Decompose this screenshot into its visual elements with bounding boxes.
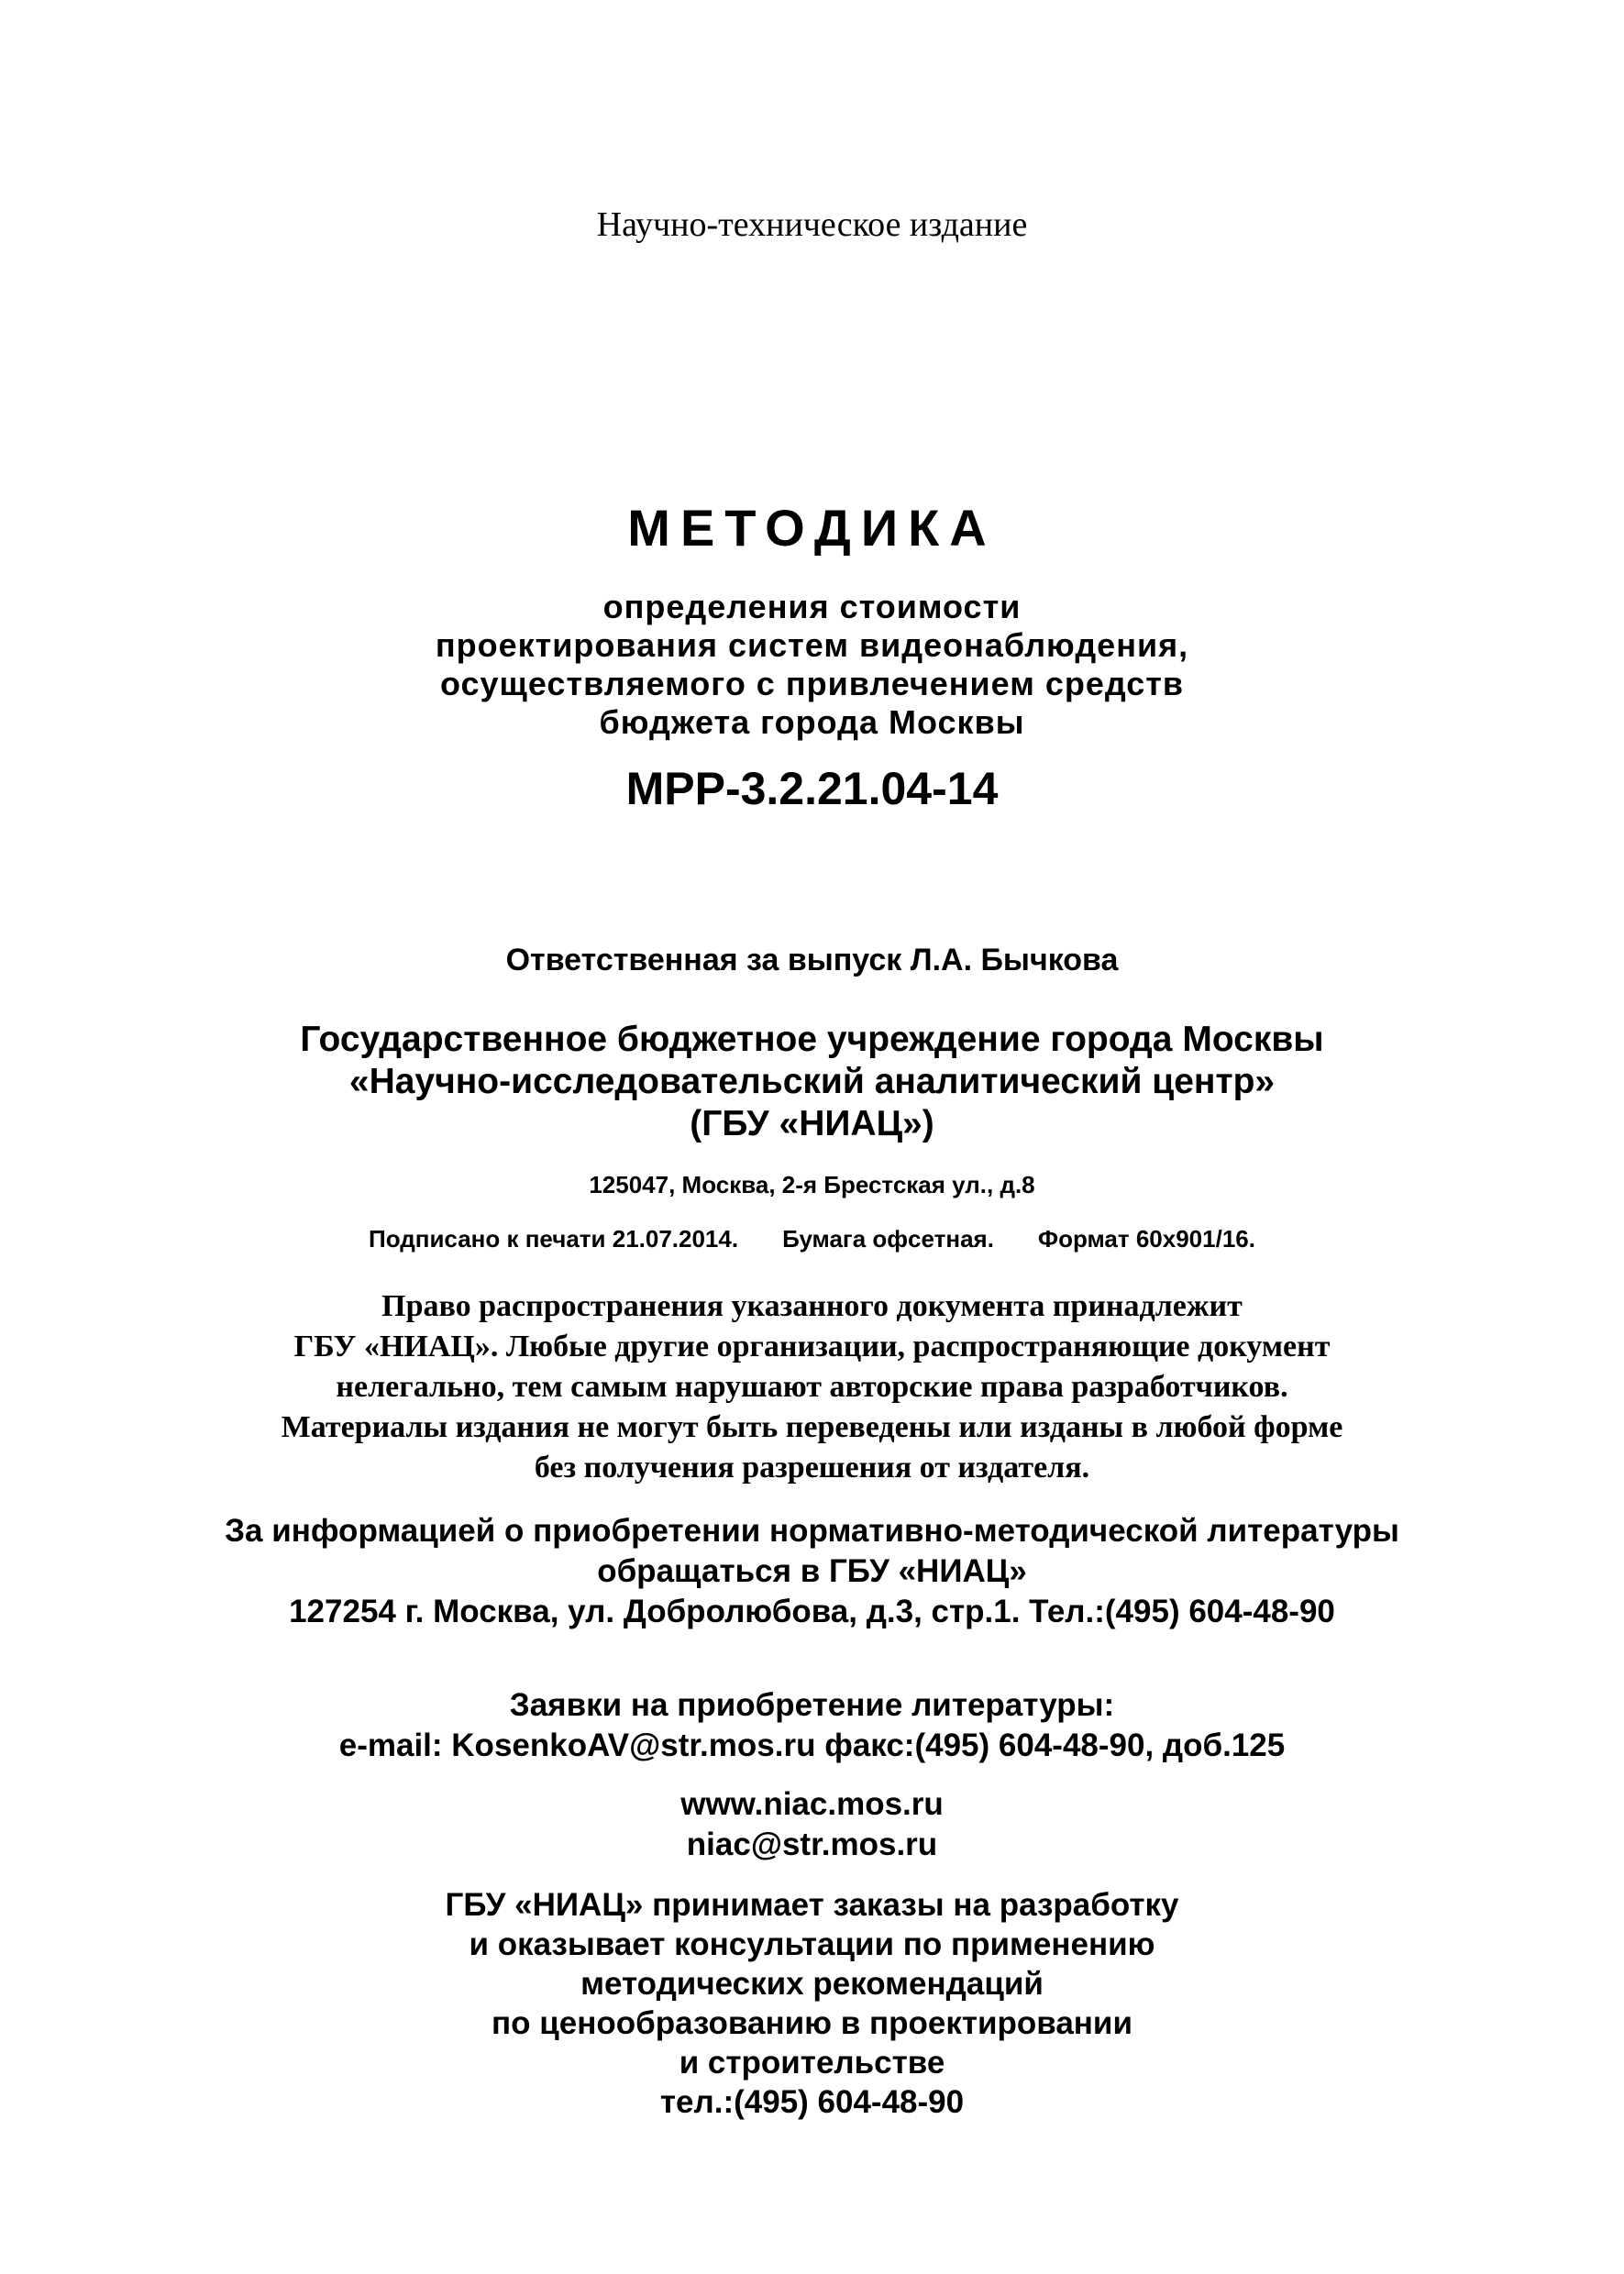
subtitle-line: проектирования систем видеонаблюдения, [435,626,1189,664]
subtitle-line: определения стоимости [602,588,1022,625]
orders-line: e-mail: KosenkoAV@str.mos.ru факс:(495) 604-48-90, доб.125 [338,1728,1286,1763]
printing-paper: Бумага офсетная. [782,1225,994,1253]
services-line: ГБУ «НИАЦ» принимает заказы на разработку [445,1887,1179,1923]
services-line: и строительстве [679,2045,945,2081]
document-code: МРР-3.2.21.04-14 [625,763,999,814]
subtitle-line: бюджета города Москвы [599,703,1025,741]
services-phone: тел.:(495) 604-48-90 [659,2084,965,2120]
website-link[interactable]: www.niac.mos.ru [680,1786,944,1822]
rights-line: ГБУ «НИАЦ». Любые другие организации, распространяющие документ [293,1330,1331,1363]
printing-info [0,1227,1624,1251]
organization-line: Государственное бюджетное учреждение города Москвы [300,1020,1324,1059]
orders-line: Заявки на приобретение литературы: [509,1687,1115,1723]
info-line: обращаться в ГБУ «НИАЦ» [597,1553,1027,1589]
services-line: по ценообразованию в проектировании [492,2005,1132,2041]
services-line: методических рекомендаций [580,1966,1044,2002]
edition-type: Научно-техническое издание [596,205,1028,244]
organization-address: 125047, Москва, 2-я Брестская ул., д.8 [589,1171,1035,1198]
info-line: 127254 г. Москва, ул. Добролюбова, д.3, стр.1. Тел.:(495) 604-48-90 [289,1594,1335,1629]
rights-line: Материалы издания не могут быть переведены или изданы в любой форме [281,1410,1343,1444]
printing-signed: Подписано к печати 21.07.2014. [369,1225,739,1253]
rights-line: Право распространения указанного документа принадлежит [381,1289,1243,1323]
email-link[interactable]: niac@str.mos.ru [686,1827,938,1862]
responsible-person: Ответственная за выпуск Л.А. Бычкова [505,943,1119,977]
info-line: За информацией о приобретении нормативно-методической литературы [225,1513,1399,1549]
organization-line: «Научно-исследовательский аналитический центр» [348,1062,1276,1101]
rights-line: нелегально, тем самым нарушают авторские права разработчиков. [336,1370,1288,1404]
subtitle-line: осуществляемого с привлечением средств [439,665,1185,702]
document-title: МЕТОДИКА [627,499,997,557]
printing-format: Формат 60х901/16. [1037,1225,1255,1253]
services-line: и оказывает консультации по применению [469,1926,1155,1962]
rights-line: без получения разрешения от издателя. [534,1451,1090,1485]
organization-line: (ГБУ «НИАЦ») [690,1104,934,1143]
